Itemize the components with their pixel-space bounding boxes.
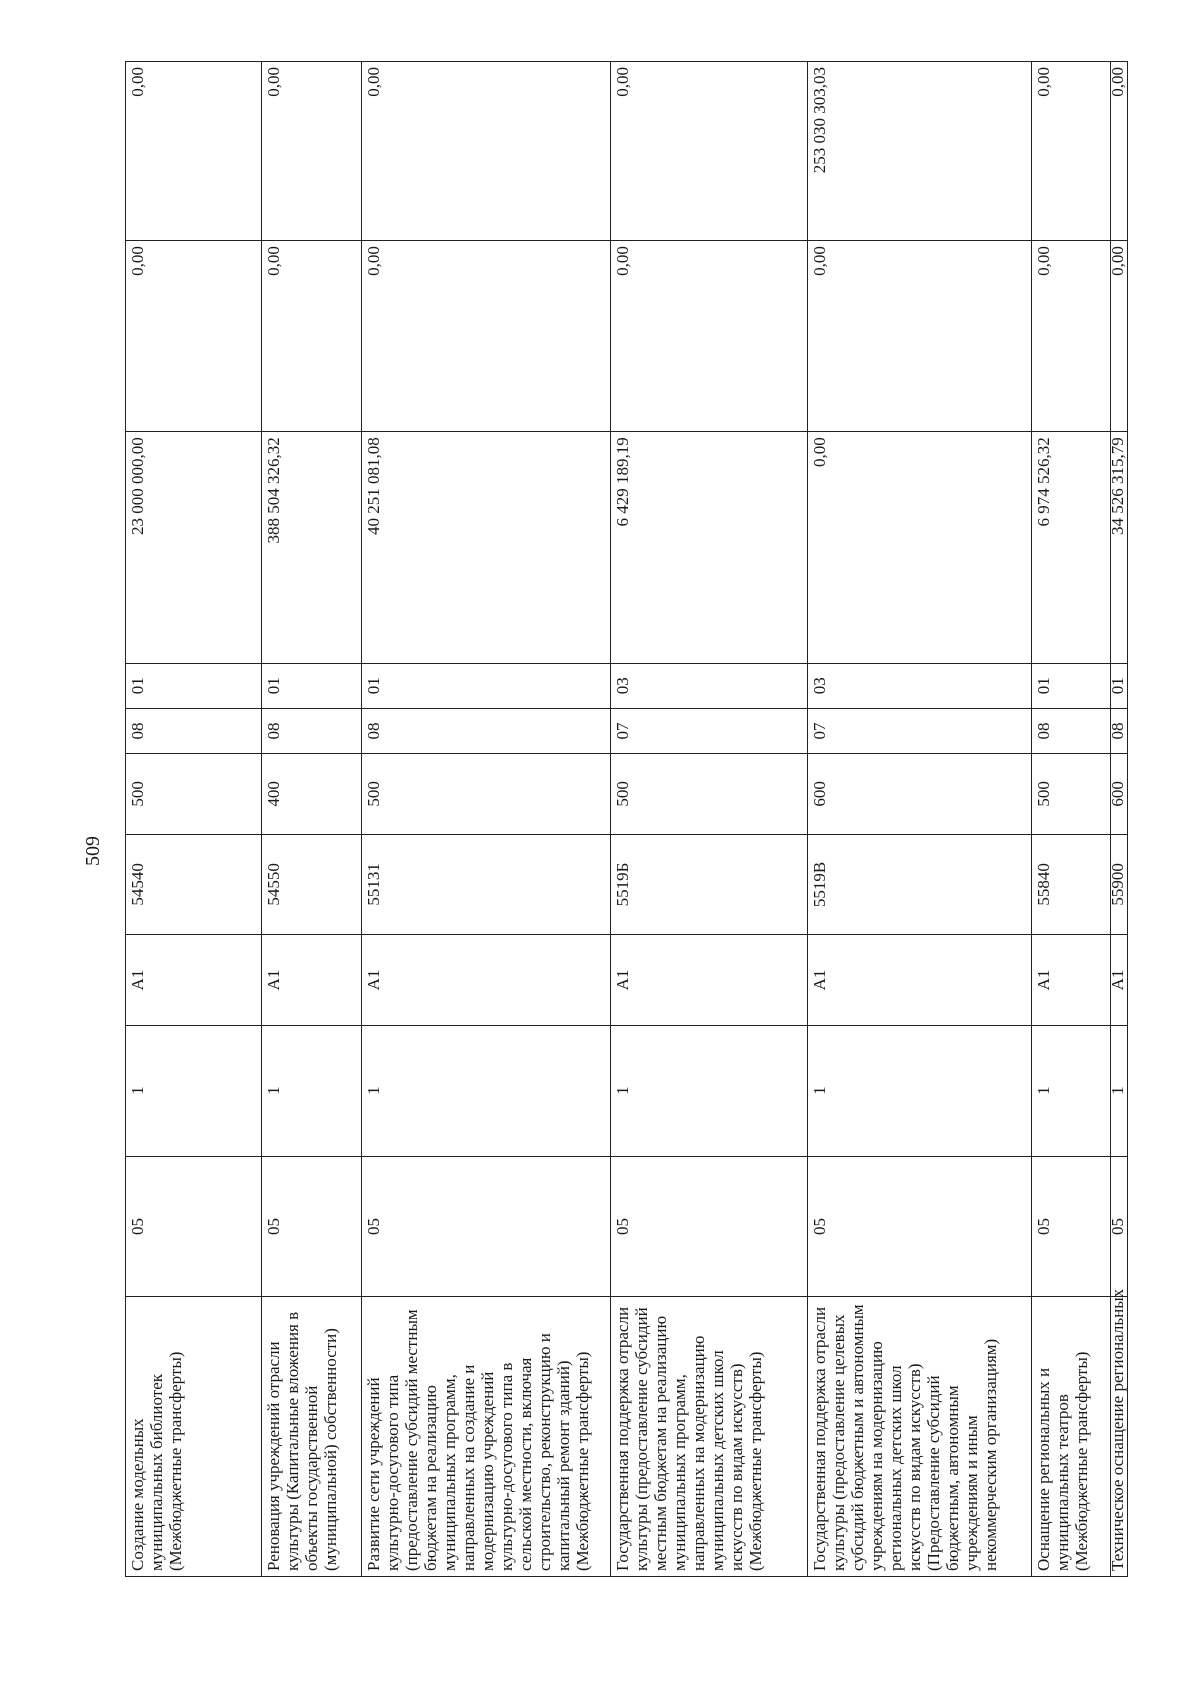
row-description: Техническое оснащение региональных [1111,1297,1128,1577]
direction-code: 55900 [1111,834,1128,935]
table-row [262,62,362,1577]
direction-code: 55131 [362,834,611,935]
budget-table [125,61,1128,1577]
row-description: Государственная поддержка отрасли культуры (предоставление целевых субсидий бюджетным и автономным учреждениям на модернизацию региональных детских школ искусств по видам искусств) (Предоставление субсидий бюджетным, автономным учреждениям и иным некоммерческим организациям) [808,1297,1032,1577]
subsection-code: 01 [126,663,262,708]
expense-type-code: 500 [1032,754,1111,834]
project-code: A1 [611,935,808,1026]
direction-code: 5519Б [611,834,808,935]
section-code: 08 [1032,708,1111,753]
rotated-table-container [125,61,1125,1577]
amount-year-3: 0,00 [1032,62,1111,241]
table-row [362,62,611,1577]
subprogram-code: 1 [808,1025,1032,1156]
subprogram-code: 1 [362,1025,611,1156]
row-description: Государственная поддержка отрасли культуры (предоставление субсидий местным бюджетам на реализацию муниципальных программ, направленных на модернизацию муниципальных детских школ искусств по видам искусств) (Межбюджетные трансферты) [611,1297,808,1577]
project-code: A1 [262,935,362,1026]
table-row [126,62,262,1577]
amount-year-1: 6 429 189,19 [611,432,808,663]
section-code: 07 [611,708,808,753]
table-row [1111,62,1128,1577]
amount-year-1: 34 526 315,79 [1111,432,1128,663]
subsection-code: 01 [1111,663,1128,708]
expense-type-code: 600 [1111,754,1128,834]
amount-year-1: 388 504 326,32 [262,432,362,663]
amount-year-1: 23 000 000,00 [126,432,262,663]
section-code: 07 [808,708,1032,753]
section-code: 08 [362,708,611,753]
project-code: A1 [808,935,1032,1026]
direction-code: 5519В [808,834,1032,935]
amount-year-3: 253 030 303,03 [808,62,1032,241]
program-code: 05 [1032,1156,1111,1297]
direction-code: 55840 [1032,834,1111,935]
subprogram-code: 1 [611,1025,808,1156]
program-code: 05 [262,1156,362,1297]
amount-year-1: 0,00 [808,432,1032,663]
amount-year-2: 0,00 [1111,241,1128,432]
amount-year-3: 0,00 [1111,62,1128,241]
subprogram-code: 1 [1032,1025,1111,1156]
row-description: Развитие сети учреждений культурно-досугового типа (предоставление субсидий местным бюджетам на реализацию муниципальных программ, направленных на создание и модернизацию учреждений культурно-досугового типа в сельской местности, включая строительство, реконструкцию и капитальный ремонт зданий) (Межбюджетные трансферты) [362,1297,611,1577]
project-code: A1 [1032,935,1111,1026]
page-number: 509 [82,836,104,866]
program-code: 05 [808,1156,1032,1297]
subsection-code: 01 [1032,663,1111,708]
program-code: 05 [126,1156,262,1297]
amount-year-1: 40 251 081,08 [362,432,611,663]
section-code: 08 [126,708,262,753]
section-code: 08 [262,708,362,753]
amount-year-2: 0,00 [126,241,262,432]
project-code: A1 [1111,935,1128,1026]
amount-year-2: 0,00 [262,241,362,432]
program-code: 05 [1111,1156,1128,1297]
program-code: 05 [362,1156,611,1297]
subsection-code: 01 [362,663,611,708]
subsection-code: 01 [262,663,362,708]
row-description: Реновация учреждений отрасли культуры (Капитальные вложения в объекты государственной (муниципальной) собственности) [262,1297,362,1577]
table-row [611,62,808,1577]
expense-type-code: 600 [808,754,1032,834]
expense-type-code: 400 [262,754,362,834]
project-code: A1 [362,935,611,1026]
amount-year-2: 0,00 [1032,241,1111,432]
subsection-code: 03 [808,663,1032,708]
amount-year-2: 0,00 [611,241,808,432]
expense-type-code: 500 [611,754,808,834]
row-description: Оснащение региональных и муниципальных театров (Межбюджетные трансферты) [1032,1297,1111,1577]
subsection-code: 03 [611,663,808,708]
section-code: 08 [1111,708,1128,753]
table-row [1032,62,1111,1577]
amount-year-3: 0,00 [362,62,611,241]
amount-year-1: 6 974 526,32 [1032,432,1111,663]
direction-code: 54540 [126,834,262,935]
program-code: 05 [611,1156,808,1297]
amount-year-2: 0,00 [362,241,611,432]
row-description: Создание модельных муниципальных библиотек (Межбюджетные трансферты) [126,1297,262,1577]
amount-year-3: 0,00 [611,62,808,241]
amount-year-3: 0,00 [126,62,262,241]
amount-year-2: 0,00 [808,241,1032,432]
amount-year-3: 0,00 [262,62,362,241]
subprogram-code: 1 [1111,1025,1128,1156]
expense-type-code: 500 [126,754,262,834]
expense-type-code: 500 [362,754,611,834]
direction-code: 54550 [262,834,362,935]
project-code: A1 [126,935,262,1026]
table-row [808,62,1032,1577]
subprogram-code: 1 [262,1025,362,1156]
subprogram-code: 1 [126,1025,262,1156]
